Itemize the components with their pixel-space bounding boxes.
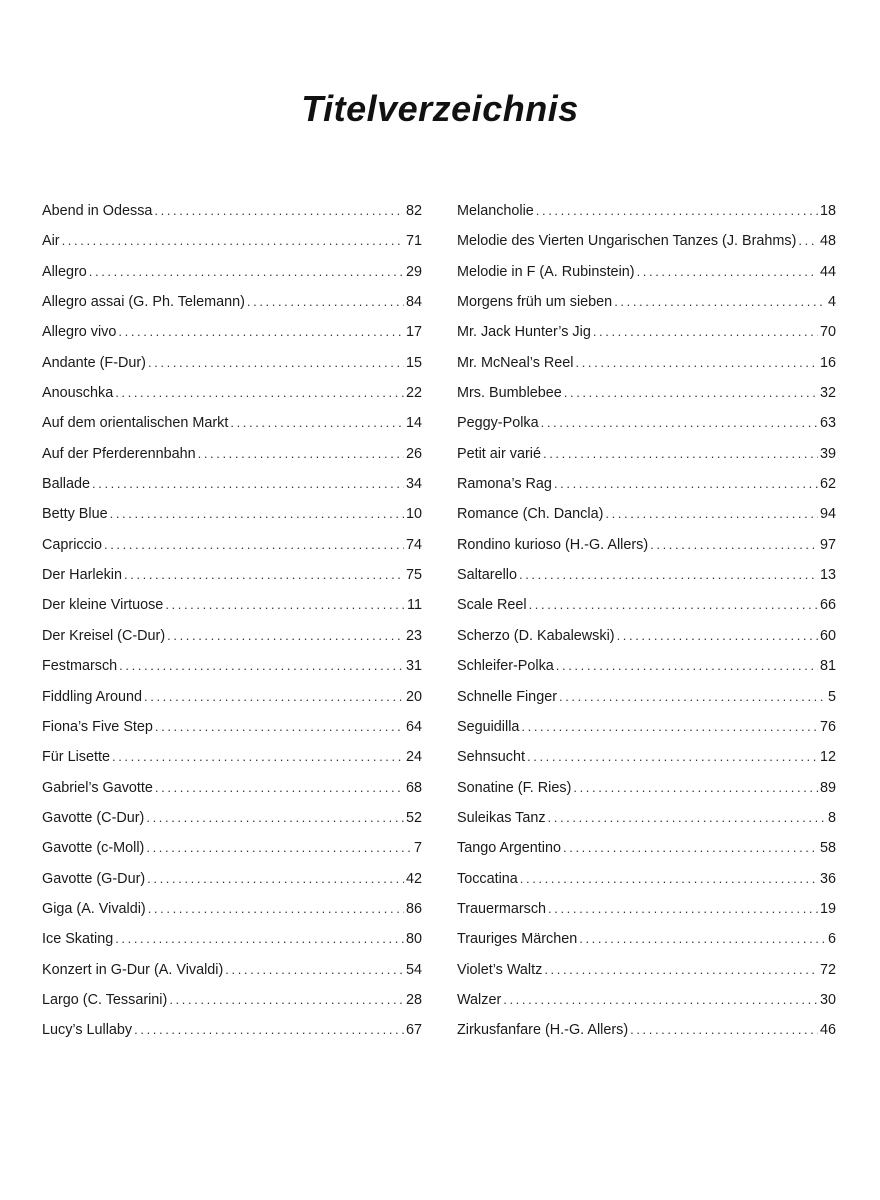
toc-entry — [42, 742, 422, 772]
toc-entry-title: Konzert in G-Dur (A. Vivaldi) — [42, 961, 224, 978]
toc-entry — [457, 469, 836, 499]
toc-entry — [457, 894, 836, 924]
toc-entry-title: Andante (F-Dur) — [42, 354, 146, 371]
toc-entry-page-number: 5 — [827, 688, 836, 705]
toc-entry-title: Festmarsch — [42, 658, 118, 675]
dot-leader — [124, 560, 404, 590]
dot-leader — [167, 621, 404, 651]
toc-entry — [42, 621, 422, 651]
toc-entry — [42, 773, 422, 803]
dot-leader — [650, 530, 818, 560]
toc-entry-page-number: 15 — [405, 354, 422, 371]
dot-leader — [548, 894, 818, 924]
toc-entry-page-number: 72 — [819, 961, 836, 978]
dot-leader — [198, 439, 404, 469]
toc-entry-page-number: 6 — [827, 931, 836, 948]
toc-entry-title: Gabriel’s Gavotte — [42, 779, 153, 796]
dot-leader — [593, 317, 818, 347]
dot-leader — [536, 196, 818, 226]
toc-entry — [42, 196, 422, 226]
toc-entry-title: Anouschka — [42, 385, 114, 402]
toc-entry-page-number: 11 — [407, 597, 422, 614]
toc-entry-title: Allegro assai (G. Ph. Telemann) — [42, 294, 245, 311]
toc-entry-page-number: 22 — [405, 385, 422, 402]
toc-entry — [42, 257, 422, 287]
toc-entry-title: Mr. Jack Hunter’s Jig — [457, 324, 591, 341]
dot-leader — [119, 651, 404, 681]
toc-entry — [42, 439, 422, 469]
toc-entry-title: Ice Skating — [42, 931, 114, 948]
toc-entry-page-number: 86 — [405, 900, 422, 917]
toc-entry-title: Mr. McNeal’s Reel — [457, 354, 574, 371]
toc-entry-title: Suleikas Tanz — [457, 809, 546, 826]
toc-entry-page-number: 89 — [819, 779, 836, 796]
toc-entry-title: Ballade — [42, 476, 91, 493]
toc-entry-page-number: 26 — [405, 445, 422, 462]
toc-entry-page-number: 76 — [819, 718, 836, 735]
toc-entry-page-number: 19 — [819, 900, 836, 917]
toc-entry — [457, 864, 836, 894]
toc-entry-title: Der Harlekin — [42, 567, 122, 584]
toc-entry-title: Mrs. Bumblebee — [457, 385, 562, 402]
dot-leader — [144, 682, 404, 712]
dot-leader — [104, 530, 404, 560]
toc-entry-page-number: 54 — [405, 961, 422, 978]
toc-entry — [457, 408, 836, 438]
toc-entry — [457, 439, 836, 469]
toc-entry-page-number: 7 — [413, 840, 422, 857]
toc-entry-title: Abend in Odessa — [42, 203, 153, 219]
toc-entry — [42, 469, 422, 499]
toc-entry — [457, 955, 836, 985]
toc-entry-page-number: 82 — [405, 203, 422, 219]
toc-entry-title: Allegro — [42, 263, 87, 280]
dot-leader — [134, 1015, 404, 1045]
dot-leader — [563, 833, 818, 863]
dot-leader — [110, 499, 404, 529]
toc-entry — [457, 924, 836, 954]
toc-entry-page-number: 17 — [405, 324, 422, 341]
dot-leader — [519, 560, 818, 590]
toc-entry — [42, 226, 422, 256]
toc-entry — [457, 590, 836, 620]
toc-entry-page-number: 64 — [405, 718, 422, 735]
toc-entry-page-number: 63 — [819, 415, 836, 432]
toc-entry-title: Giga (A. Vivaldi) — [42, 900, 146, 917]
toc-entry — [457, 985, 836, 1015]
toc-entry-title: Der kleine Virtuose — [42, 597, 164, 614]
toc-entry-title: Melodie des Vierten Ungarischen Tanzes (J. Brahms) — [457, 233, 797, 250]
dot-leader — [115, 378, 404, 408]
toc-entry-title: Betty Blue — [42, 506, 108, 523]
toc-entry — [42, 590, 422, 620]
toc-entry — [457, 196, 836, 226]
toc-entry — [42, 1015, 422, 1045]
toc-entry-title: Fiddling Around — [42, 688, 143, 705]
toc-entry — [457, 226, 836, 256]
dot-leader — [617, 621, 818, 651]
dot-leader — [92, 469, 404, 499]
dot-leader — [559, 682, 826, 712]
toc-entry-title: Walzer — [457, 991, 502, 1008]
toc-entry-page-number: 68 — [405, 779, 422, 796]
dot-leader — [564, 378, 818, 408]
toc-entry-title: Toccatina — [457, 870, 518, 887]
toc-entry-title: Schleifer-Polka — [457, 658, 554, 675]
toc-entry-title: Schnelle Finger — [457, 688, 557, 705]
dot-leader — [529, 590, 818, 620]
toc-entry-page-number: 44 — [819, 263, 836, 280]
toc-entry — [457, 803, 836, 833]
toc-entry-page-number: 36 — [819, 870, 836, 887]
toc-entry-title: Sonatine (F. Ries) — [457, 779, 572, 796]
toc-entry-page-number: 34 — [405, 476, 422, 493]
toc-entry-title: Tango Argentino — [457, 840, 562, 857]
toc-entry-title: Allegro vivo — [42, 324, 117, 341]
dot-leader — [503, 985, 818, 1015]
toc-entry-page-number: 52 — [405, 809, 422, 826]
dot-leader — [165, 590, 405, 620]
toc-entry-page-number: 84 — [405, 294, 422, 311]
toc-entry — [457, 317, 836, 347]
toc-entry-page-number: 74 — [405, 536, 422, 553]
toc-entry — [42, 803, 422, 833]
dot-leader — [520, 864, 818, 894]
toc-entry-page-number: 14 — [405, 415, 422, 432]
toc-entry — [42, 924, 422, 954]
toc-entry — [457, 499, 836, 529]
toc-entry-page-number: 80 — [405, 931, 422, 948]
toc-entry — [42, 408, 422, 438]
toc-entry-title: Melancholie — [457, 203, 534, 219]
toc-entry-page-number: 24 — [405, 749, 422, 766]
toc-entry — [42, 894, 422, 924]
toc-entry-page-number: 31 — [405, 658, 422, 675]
toc-entry-page-number: 29 — [405, 263, 422, 280]
toc-entry — [457, 651, 836, 681]
dot-leader — [541, 408, 818, 438]
toc-entry-page-number: 4 — [827, 294, 836, 311]
dot-leader — [637, 257, 818, 287]
toc-entry-title: Trauriges Märchen — [457, 931, 578, 948]
dot-leader — [543, 439, 818, 469]
toc-column-left — [42, 196, 422, 1046]
toc-entry-title: Lucy’s Lullaby — [42, 1022, 133, 1039]
dot-leader — [169, 985, 404, 1015]
dot-leader — [155, 773, 404, 803]
toc-entry-page-number: 60 — [819, 627, 836, 644]
toc-entry-title: Petit air varié — [457, 445, 541, 462]
toc-entry — [457, 773, 836, 803]
toc-entry — [42, 287, 422, 317]
toc-entry-title: Ramona’s Rag — [457, 476, 552, 493]
dot-leader — [544, 955, 818, 985]
toc-entry-title: Der Kreisel (C-Dur) — [42, 627, 166, 644]
toc-entry-title: Gavotte (G-Dur) — [42, 870, 146, 887]
toc-entry — [457, 287, 836, 317]
dot-leader — [247, 287, 404, 317]
toc-entry-title: Für Lisette — [42, 749, 110, 766]
dot-leader — [148, 894, 404, 924]
toc-entry-title: Auf der Pferderennbahn — [42, 445, 196, 462]
toc-entry — [457, 1015, 836, 1045]
dot-leader — [146, 833, 412, 863]
toc-entry-page-number: 75 — [405, 567, 422, 584]
toc-entry-title: Rondino kurioso (H.-G. Allers) — [457, 536, 649, 553]
toc-entry — [42, 712, 422, 742]
toc-entry — [457, 621, 836, 651]
toc-entry-title: Sehnsucht — [457, 749, 526, 766]
toc-entry-title: Saltarello — [457, 567, 517, 584]
toc-entry-page-number: 48 — [819, 233, 836, 250]
dot-leader — [148, 348, 404, 378]
toc-entry-title: Melodie in F (A. Rubinstein) — [457, 263, 635, 280]
dot-leader — [147, 864, 404, 894]
toc-entry-page-number: 23 — [405, 627, 422, 644]
toc-entry-page-number: 71 — [405, 233, 422, 250]
toc-entry — [42, 348, 422, 378]
dot-leader — [548, 803, 826, 833]
toc-entry-title: Romance (Ch. Dancla) — [457, 506, 604, 523]
toc-entry — [42, 864, 422, 894]
toc-column-right — [457, 196, 836, 1046]
toc-entry — [42, 317, 422, 347]
toc-entry — [42, 985, 422, 1015]
toc-entry-page-number: 13 — [819, 567, 836, 584]
toc-entry — [42, 378, 422, 408]
dot-leader — [527, 742, 818, 772]
toc-entry-title: Zirkusfanfare (H.-G. Allers) — [457, 1022, 629, 1039]
toc-entry — [457, 378, 836, 408]
toc-entry — [42, 499, 422, 529]
toc-entry-page-number: 62 — [819, 476, 836, 493]
toc-entry-page-number: 67 — [405, 1022, 422, 1039]
toc-entry — [42, 682, 422, 712]
dot-leader — [62, 226, 404, 256]
toc-entry-page-number: 46 — [819, 1022, 836, 1039]
toc-entry — [457, 530, 836, 560]
toc-entry-title: Seguidilla — [457, 718, 520, 735]
toc-entry-page-number: 32 — [819, 385, 836, 402]
dot-leader — [112, 742, 404, 772]
toc-entry-page-number: 58 — [819, 840, 836, 857]
page-title: Titelverzeichnis — [301, 88, 579, 129]
toc-entry-title: Peggy-Polka — [457, 415, 539, 432]
toc-entry-page-number: 18 — [819, 203, 836, 219]
dot-leader — [576, 348, 818, 378]
toc-entry-title: Morgens früh um sieben — [457, 294, 613, 311]
toc-entry — [457, 348, 836, 378]
toc-entry — [457, 742, 836, 772]
toc-entry-page-number: 70 — [819, 324, 836, 341]
toc-entry-title: Largo (C. Tessarini) — [42, 991, 168, 1008]
toc-entry-page-number: 30 — [819, 991, 836, 1008]
dot-leader — [230, 408, 404, 438]
toc-entry — [42, 530, 422, 560]
toc-entry-page-number: 97 — [819, 536, 836, 553]
dot-leader — [225, 955, 404, 985]
dot-leader — [146, 803, 404, 833]
dot-leader — [605, 499, 818, 529]
dot-leader — [115, 924, 404, 954]
dot-leader — [89, 257, 404, 287]
dot-leader — [573, 773, 818, 803]
toc-entry-title: Scale Reel — [457, 597, 527, 614]
toc-entry-page-number: 66 — [819, 597, 836, 614]
toc-entry — [42, 651, 422, 681]
toc-entry-page-number: 81 — [819, 658, 836, 675]
toc-entry-title: Scherzo (D. Kabalewski) — [457, 627, 615, 644]
toc-entry-title: Auf dem orientalischen Markt — [42, 415, 229, 432]
toc-entry — [457, 833, 836, 863]
dot-leader — [614, 287, 826, 317]
toc-entry-title: Trauermarsch — [457, 900, 547, 917]
toc-entry-page-number: 10 — [405, 506, 422, 523]
toc-entry-title: Air — [42, 233, 60, 250]
dot-leader — [118, 317, 404, 347]
toc-entry — [42, 833, 422, 863]
toc-entry — [457, 682, 836, 712]
toc-entry-title: Violet’s Waltz — [457, 961, 543, 978]
toc-entry-page-number: 16 — [819, 354, 836, 371]
toc-entry-title: Capriccio — [42, 536, 102, 553]
dot-leader — [630, 1015, 818, 1045]
toc-entry-page-number: 39 — [819, 445, 836, 462]
toc-entry-title: Gavotte (C-Dur) — [42, 809, 145, 826]
toc-entry-page-number: 20 — [405, 688, 422, 705]
dot-leader — [579, 924, 826, 954]
dot-leader — [154, 196, 404, 226]
toc-entry-title: Gavotte (c-Moll) — [42, 840, 145, 857]
toc-entry — [457, 560, 836, 590]
dot-leader — [556, 651, 818, 681]
toc-entry — [457, 712, 836, 742]
toc-entry — [457, 257, 836, 287]
toc-entry-title: Fiona’s Five Step — [42, 718, 153, 735]
dot-leader — [521, 712, 818, 742]
dot-leader — [155, 712, 404, 742]
toc-entry-page-number: 42 — [405, 870, 422, 887]
toc-entry — [42, 955, 422, 985]
toc-entry-page-number: 8 — [827, 809, 836, 826]
toc-entry-page-number: 28 — [405, 991, 422, 1008]
toc-entry-page-number: 12 — [819, 749, 836, 766]
dot-leader — [554, 469, 818, 499]
dot-leader — [798, 226, 818, 256]
toc-entry — [42, 560, 422, 590]
toc-entry-page-number: 94 — [819, 506, 836, 523]
